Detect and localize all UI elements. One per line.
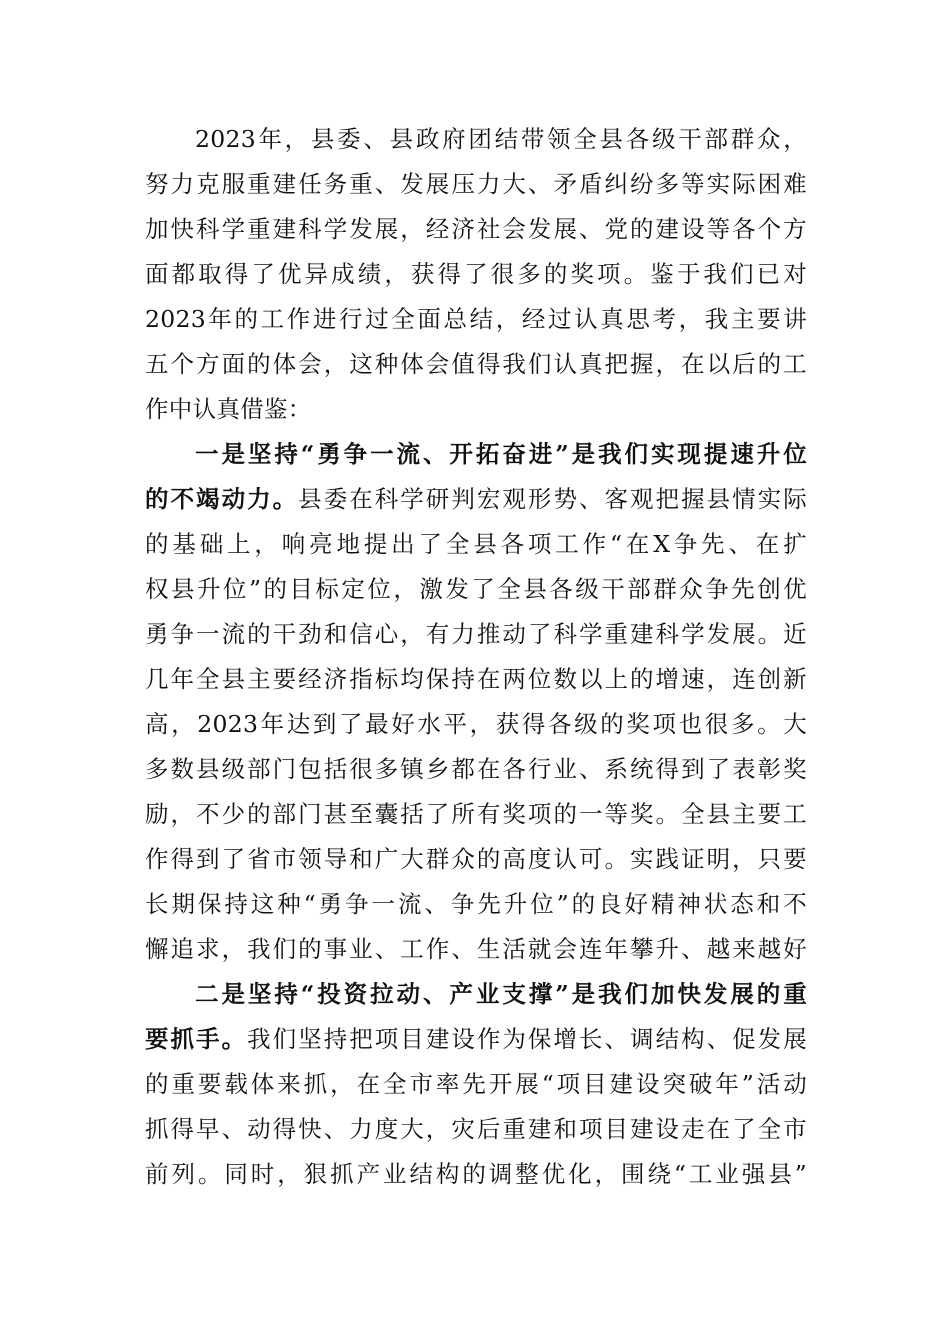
paragraph-2-line-5: 勇争一流的干劲和信心，有力推动了科学重建科学发展。近: [145, 620, 807, 648]
paragraph-2-line-8: 多数县级部门包括很多镇乡都在各行业、系统得到了表彰奖: [145, 755, 807, 783]
paragraph-2-line-3: 的基础上，响亮地提出了全县各项工作“在X争先、在扩: [145, 530, 807, 558]
paragraph-2-line-2-rest: 县委在科学研判宏观形势、客观把握县情实际: [298, 485, 807, 513]
paragraph-2-heading-line-2: 的不竭动力。: [145, 485, 299, 513]
paragraph-3-heading-line-1: 二是坚持“投资拉动、产业支撑”是我们加快发展的重: [195, 980, 807, 1008]
paragraph-2-line-4: 权县升位”的目标定位，激发了全县各级干部群众争先创优: [145, 575, 807, 603]
paragraph-1-line-5: 2023年的工作进行过全面总结，经过认真思考，我主要讲: [145, 305, 807, 333]
paragraph-3-heading-line-2: 要抓手。: [145, 1025, 248, 1053]
paragraph-1-line-6: 五个方面的体会，这种体会值得我们认真把握，在以后的工: [145, 350, 807, 378]
paragraph-2-line-6: 几年全县主要经济指标均保持在两位数以上的增速，连创新: [145, 665, 807, 693]
paragraph-3-line-4: 抓得早、动得快、力度大，灾后重建和项目建设走在了全市: [145, 1115, 807, 1143]
paragraph-1-line-7: 作中认真借鉴：: [145, 395, 312, 423]
paragraph-1-line-4: 面都取得了优异成绩，获得了很多的奖项。鉴于我们已对: [145, 260, 807, 288]
paragraph-2-line-11: 长期保持这种“勇争一流、争先升位”的良好精神状态和不: [145, 890, 807, 918]
paragraph-1-line-3: 加快科学重建科学发展，经济社会发展、党的建设等各个方: [145, 215, 807, 243]
paragraph-3-line-2-rest: 我们坚持把项目建设作为保增长、调结构、促发展: [247, 1025, 807, 1053]
paragraph-2-line-12: 懈追求，我们的事业、工作、生活就会连年攀升、越来越好: [145, 935, 807, 963]
paragraph-3-line-3: 的重要载体来抓，在全市率先开展“项目建设突破年”活动: [145, 1070, 807, 1098]
paragraph-2-line-7: 高，2023年达到了最好水平，获得各级的奖项也很多。大: [145, 710, 807, 738]
paragraph-2-line-2: [145, 477, 807, 522]
paragraph-3-line-5: 前列。同时，狠抓产业结构的调整优化，围绕“工业强县”: [145, 1160, 807, 1188]
paragraph-1-line-1: 2023年，县委、县政府团结带领全县各级干部群众，: [195, 125, 807, 153]
paragraph-2-line-10: 作得到了省市领导和广大群众的高度认可。实践证明，只要: [145, 845, 807, 873]
paragraph-2-heading-line-1: 一是坚持“勇争一流、开拓奋进”是我们实现提速升位: [195, 440, 807, 468]
paragraph-3-line-2: [145, 1017, 807, 1062]
paragraph-2-line-9: 励，不少的部门甚至囊括了所有奖项的一等奖。全县主要工: [145, 800, 807, 828]
paragraph-1-line-2: 努力克服重建任务重、发展压力大、矛盾纠纷多等实际困难: [145, 170, 807, 198]
